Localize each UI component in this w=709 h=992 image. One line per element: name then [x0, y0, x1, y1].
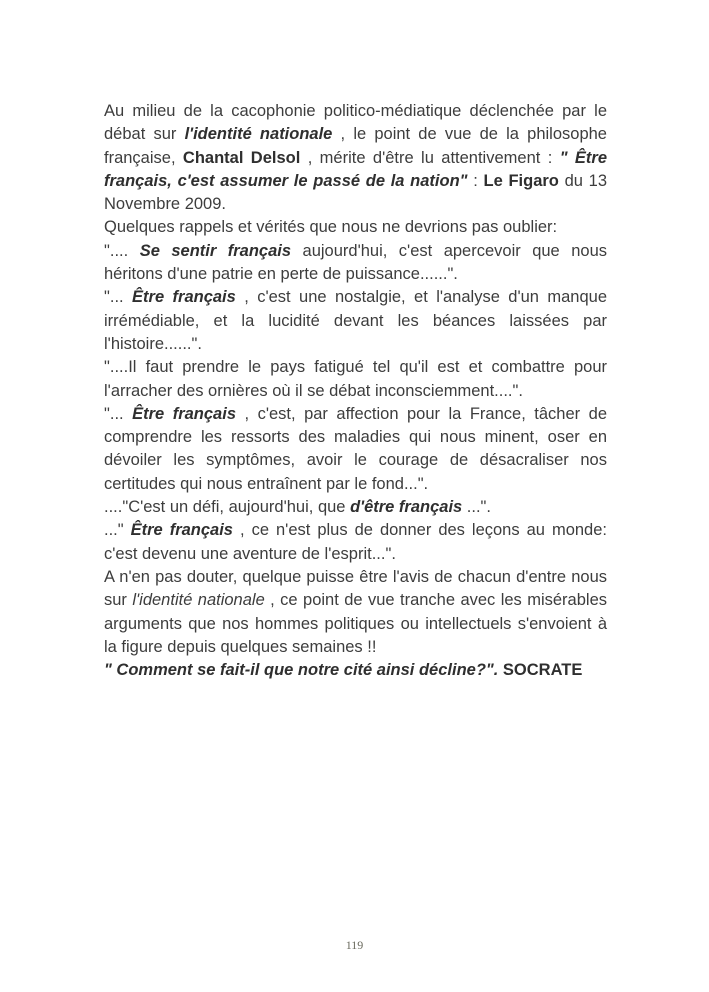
paragraph: [104, 496, 607, 519]
paragraph: [104, 100, 607, 216]
text-run: Le Figaro: [483, 171, 559, 190]
text-run: A n'en pas douter, quelque puisse être l'avis de chacun d'entre nous sur: [104, 567, 607, 610]
text-run: "....: [104, 241, 140, 260]
paragraph: [104, 216, 607, 239]
text-run: " Comment se fait-il que notre cité ainsi décline?".: [104, 661, 503, 680]
text-run: Au milieu de la cacophonie politico-médiatique déclenchée par le débat sur: [104, 102, 607, 144]
text-run: , le point de vue de la philosophe française,: [104, 125, 607, 167]
paragraph: [104, 519, 607, 566]
paragraph: [104, 659, 607, 682]
text-run: Chantal Delsol: [182, 148, 301, 167]
text-run: Quelques rappels et vérités que nous ne devrions pas oublier:: [104, 218, 558, 237]
text-run: ...": [104, 521, 131, 540]
text-run: Être français: [130, 521, 233, 540]
text-block: [104, 100, 607, 682]
text-run: du 13 Novembre 2009.: [104, 171, 608, 214]
text-run: , ce n'est plus de donner des leçons au monde: c'est devenu une aventure de l'esprit...".: [104, 521, 607, 563]
text-run: " Être français, c'est assumer le passé de la nation": [104, 148, 607, 190]
paragraph: [104, 286, 607, 356]
text-run: "...: [104, 404, 133, 423]
paragraph: [104, 566, 607, 659]
text-run: Être français: [132, 288, 236, 307]
paragraph: [104, 240, 607, 287]
text-run: , c'est une nostalgie, et l'analyse d'un manque irrémédiable, et la lucidité devant les béances laissées par l'histoire......".: [104, 288, 608, 353]
text-run: , mérite d'être lu attentivement :: [300, 148, 560, 167]
text-run: SOCRATE: [502, 661, 583, 680]
text-run: Se sentir français: [139, 241, 292, 260]
text-run: l'identité nationale: [184, 125, 333, 144]
text-run: "....Il faut prendre le pays fatigué tel qu'il est et combattre pour l'arracher des ornières où il se débat inconsciemment....".: [104, 358, 607, 400]
text-run: d'être français: [350, 498, 463, 517]
text-run: , c'est, par affection pour la France, tâcher de comprendre les ressorts des maladies qui nous minent, oser en dévoiler les symptômes, avoir le courage de désacraliser nos certitudes qui nous entraînent par le fond...".: [104, 404, 607, 493]
page-number: 119: [345, 938, 364, 952]
text-run: Être français: [132, 404, 236, 423]
text-run: , ce point de vue tranche avec les misérables arguments que nos hommes politiques ou intellectuels s'envoient à la figure depuis quelques semaines !!: [104, 591, 607, 656]
text-run: ...."C'est un défi, aujourd'hui, que: [104, 498, 351, 517]
paragraph: [104, 356, 607, 403]
text-run: "...: [104, 288, 133, 307]
paragraph: [104, 403, 607, 496]
text-run: l'identité nationale: [132, 591, 265, 610]
text-run: :: [467, 171, 484, 190]
text-run: aujourd'hui, c'est apercevoir que nous héritons d'une patrie en perte de puissance......".: [104, 241, 607, 284]
text-run: ...".: [462, 498, 491, 517]
